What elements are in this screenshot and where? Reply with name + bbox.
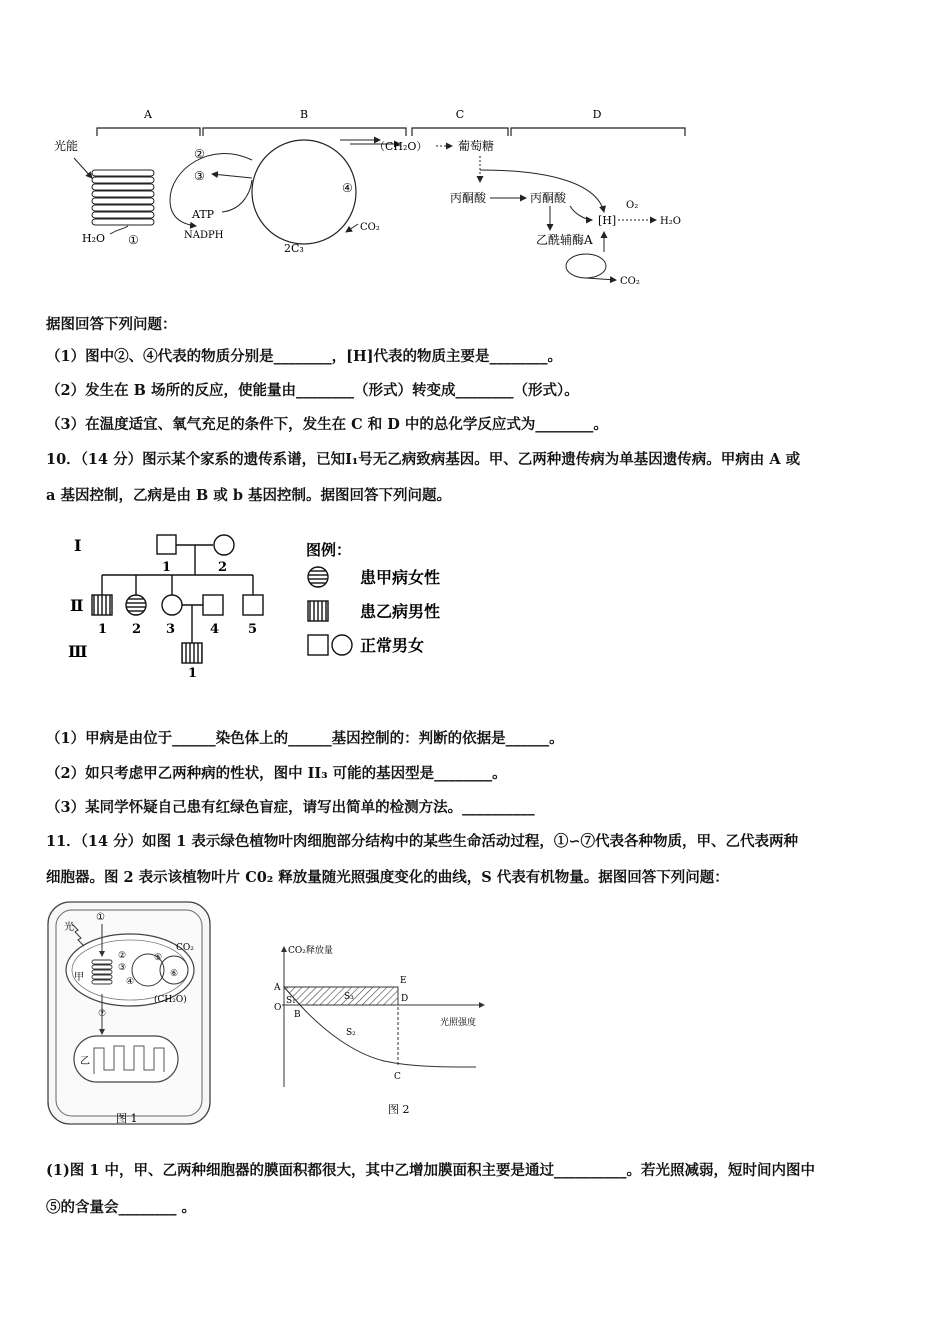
q9-item-2: （2）发生在 B 场所的反应，使能量由________（形式）转变成________（形式）。 [46, 382, 579, 399]
segment-label-a: A [144, 108, 152, 121]
pedigree-number-ii3: 3 [166, 622, 176, 637]
point-e-label: E [400, 976, 407, 986]
generation-3-label: Ⅲ [68, 642, 88, 661]
y-axis-label: CO₂释放量 [288, 946, 333, 956]
cell-ch2o-label: (CH₂O) [154, 995, 187, 1005]
pyruvate-label-1: 丙酮酸 [450, 191, 487, 205]
co2-label-b: CO₂ [360, 222, 380, 233]
legend-affected-female-a-symbol [308, 567, 328, 587]
s2-label: S₂ [346, 1028, 356, 1038]
s1-label: S₁ [286, 996, 296, 1006]
c3-label: 2C₃ [284, 242, 304, 255]
h-label: [H] [598, 214, 617, 227]
pedigree-number-ii1: 1 [98, 622, 108, 637]
cell-substance-6: ⑥ [170, 969, 179, 979]
cell-light-label: 光 [64, 922, 74, 933]
cell-substance-1: ① [96, 912, 105, 923]
q9-item-3: （3）在温度适宜、氧气充足的条件下，发生在 C 和 D 中的总化学反应式为________。 [46, 416, 608, 433]
fig2-caption: 图 2 [388, 1103, 410, 1116]
q10-stem-line-1: 10．（14 分）图示某个家系的遗传系谱，已知Ⅰ₁号无乙病致病基因。甲、乙两种遗传病为单基因遗传病。甲病由 A 或 [46, 451, 801, 468]
q9-item-1: （1）图中②、④代表的物质分别是________，[H]代表的物质主要是________。 [46, 348, 563, 365]
ch2o-label: （CH₂O） [374, 140, 428, 153]
organelle-yi-label: 乙 [80, 1056, 90, 1067]
x-axis-label: 光照强度 [440, 1018, 477, 1028]
pyruvate-label-2: 丙酮酸 [530, 191, 567, 205]
light-energy-label: 光能 [54, 139, 79, 153]
pedigree-number-i2: 2 [218, 560, 228, 575]
acetyl-coa-label: 乙酰辅酶A [536, 233, 593, 247]
organelle-jia-label: 甲 [74, 972, 84, 983]
water-label-left: H₂O [82, 232, 106, 245]
q11-stem-line-1: 11．（14 分）如图 1 表示绿色植物叶肉细胞部分结构中的某些生命活动过程，①∽⑦代表各种物质，甲、乙代表两种 [46, 833, 798, 850]
pedigree-number-i1: 1 [162, 560, 172, 575]
cell-substance-3: ③ [118, 963, 127, 973]
legend-title: 图例： [306, 541, 352, 559]
segment-label-b: B [299, 108, 309, 121]
cell-substance-5: ⑤ [154, 953, 163, 963]
pedigree-number-ii4: 4 [210, 622, 220, 637]
water-label-right: H₂O [660, 216, 681, 227]
leaf-cell-diagram [44, 898, 214, 1130]
thylakoid-stack [92, 170, 154, 225]
segment-label-c: C [455, 108, 465, 121]
legend-normal: 正常男女 [360, 636, 425, 655]
point-a-label: A [274, 983, 281, 993]
glucose-label: 葡萄糖 [458, 139, 495, 153]
generation-2-label: Ⅱ [70, 596, 84, 615]
s3-region [284, 987, 398, 1005]
nadph-label: NADPH [184, 230, 224, 241]
q10-item-3: （3）某同学怀疑自己患有红绿色盲症，请写出简单的检测方法。__________ [46, 799, 535, 816]
substance-4-label: ④ [342, 181, 353, 195]
co2-label-d: CO₂ [620, 276, 640, 287]
q9-intro: 据图回答下列问题： [46, 316, 177, 333]
legend-affected-male-b: 患乙病男性 [360, 602, 441, 621]
cell-substance-7: ⑦ [98, 1009, 107, 1019]
q10-stem-line-2: a 基因控制，乙病是由 B 或 b 基因控制。据图回答下列问题。 [46, 487, 452, 504]
q11-item-1-line-2: ⑤的含量会________ 。 [46, 1199, 197, 1216]
atp-label: ATP [192, 208, 215, 221]
photosynthesis-respiration-diagram [40, 100, 700, 295]
co2-release-curve-chart [262, 935, 494, 1125]
substance-1-label: ① [128, 233, 139, 247]
legend-normal-male-symbol [308, 635, 328, 655]
cell-substance-2: ② [118, 951, 127, 961]
q11-stem-line-2: 细胞器。图 2 表示该植物叶片 C0₂ 释放量随光照强度变化的曲线，S 代表有机物量。据图回答下列问题： [46, 869, 729, 886]
substance-2-label: ② [194, 147, 205, 161]
o2-label: O₂ [626, 200, 639, 211]
q11-item-1-line-1: (1)图 1 中，甲、乙两种细胞器的膜面积都很大，其中乙增加膜面积主要是通过__________。若光照减弱，短时间内图中 [46, 1162, 815, 1179]
cell-co2-label: CO₂ [176, 943, 194, 953]
legend-affected-male-b-symbol [308, 601, 328, 621]
legend-affected-female-a: 患甲病女性 [360, 568, 441, 587]
s3-label: S₃ [344, 992, 354, 1002]
segment-label-d: D [592, 108, 602, 121]
q10-item-2: （2）如只考虑甲乙两种病的性状，图中 II₃ 可能的基因型是________。 [46, 765, 507, 782]
fig1-caption: 图 1 [116, 1112, 138, 1125]
pedigree-number-ii2: 2 [132, 622, 142, 637]
generation-1-label: Ⅰ [74, 536, 82, 555]
pedigree-chart [60, 525, 480, 685]
cell-substance-4: ④ [126, 977, 135, 987]
pedigree-number-ii5: 5 [248, 622, 258, 637]
legend-normal-female-symbol [332, 635, 352, 655]
point-c-label: C [394, 1072, 401, 1082]
origin-label: O [274, 1003, 282, 1013]
pedigree-number-iii1: 1 [188, 666, 198, 681]
q10-item-1: （1）甲病是由位于______染色体上的______基因控制的：判断的依据是______。 [46, 730, 564, 747]
point-b-label: B [294, 1010, 301, 1020]
substance-3-label: ③ [194, 169, 205, 183]
point-d-label: D [401, 994, 409, 1004]
